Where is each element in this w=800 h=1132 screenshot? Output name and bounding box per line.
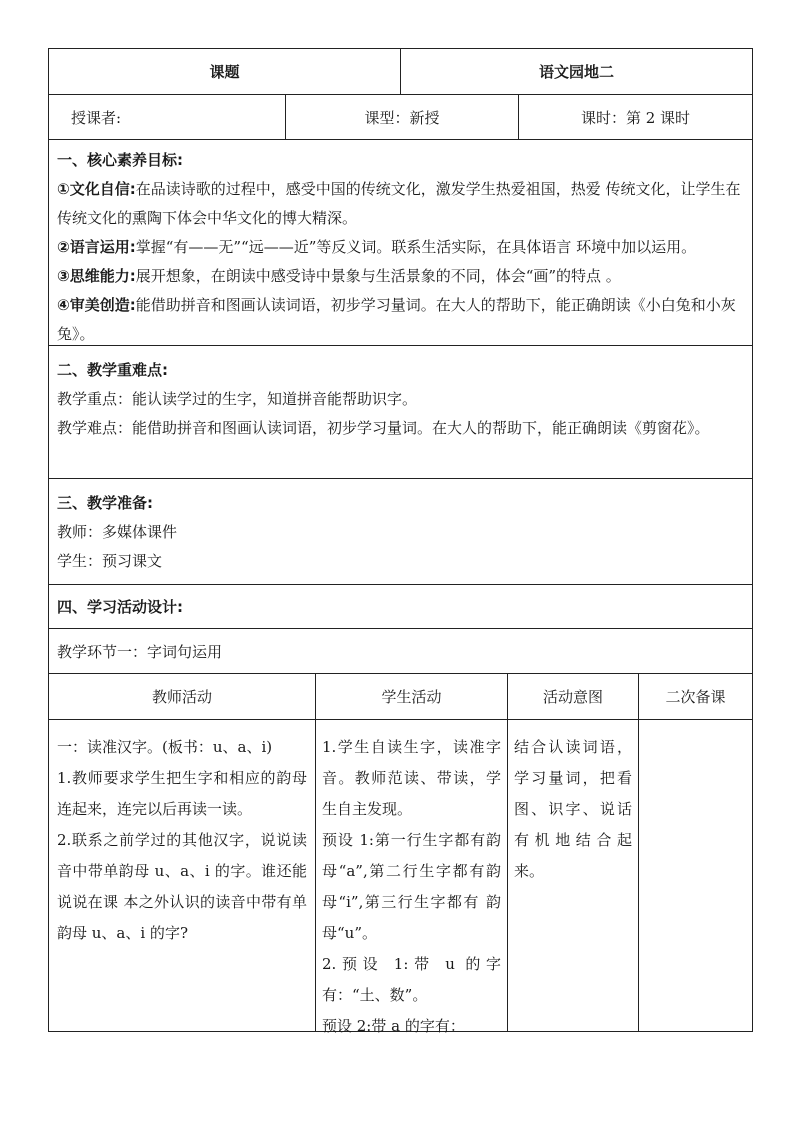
col-intent: 活动意图 [507,674,638,719]
goal-text: 在品读诗歌的过程中，感受中国的传统文化，激发学生热爱祖国，热爱 传统文化，让学生在传统文化的熏陶下体会中华文化的博大精深。 [57,180,741,227]
goal-text: 能借助拼音和图画认读词语，初步学习量词。在大人的帮助下，能正确朗读《小白兔和小灰兔》。 [57,296,736,343]
goal-title: ②语言运用: [57,238,136,256]
teacher-label: 授课者: [71,108,122,127]
student-prep: 学生：预习课文 [57,552,163,570]
key-points-section [48,346,753,479]
goal-item [57,175,744,233]
col-student-activity: 学生活动 [315,674,507,719]
teacher-activity-line: 2.联系之前学过的其他汉字，说说读音中带单韵母 u、a、i 的字。谁还能说说在课 本之外认识的读音中带有单韵母 u、a、i 的字? [57,831,307,942]
goals-heading: 一、核心素养目标: [57,151,183,169]
topic-row [48,48,753,95]
student-activity-line: 2.预设 1:带 u 的字有：“土、数”。 [322,955,501,1004]
lesson-period: 课时：第 2 课时 [518,95,752,139]
topic-label: 课题 [209,63,240,81]
activity-header-row [48,674,753,720]
info-row [48,95,753,140]
goal-title: ①文化自信: [57,180,136,198]
col-second-prep: 二次备课 [638,674,752,719]
difficulty-text: 教学难点：能借助拼音和图画认读词语，初步学习量词。在大人的帮助下，能正确朗读《剪窗花》。 [57,419,710,437]
preparation-heading: 三、教学准备: [57,494,153,512]
second-prep-cell [638,720,752,1031]
student-activity-line: 1.学生自读生字，读准字音。教师范读、带读，学生自主发现。 [322,738,501,818]
goal-title: ④审美创造: [57,296,136,314]
key-points-heading: 二、教学重难点: [57,361,168,379]
student-activity-cell [315,720,507,1035]
student-activity-line: 预设 2:带 a 的字有： [322,1017,465,1035]
segment-label: 教学环节一：字词句运用 [57,642,223,661]
goal-text: 掌握“有——无”“远——近”等反义词。联系生活实际，在具体语言 环境中加以运用。 [135,238,697,256]
col-teacher-activity: 教师活动 [151,688,212,706]
goal-item [57,291,744,349]
intent-cell [507,720,638,1031]
activities-heading-row [48,585,753,629]
intent-text: 结合认读词语，学习量词，把看图、识字、说话有机地结合起来。 [514,738,632,880]
student-activity-line: 预设 1:第一行生字都有韵母“a”,第二行生字都有韵母“i”,第三行生字都有 韵母“u”。 [322,831,501,942]
lesson-plan-table [48,48,753,1035]
goal-item [57,262,744,291]
focus-text: 教学重点：能认读学过的生字，知道拼音能帮助识字。 [57,390,418,408]
goals-section [48,140,753,346]
teacher-activity-line: 一：读准汉字。(板书：u、a、i) [57,738,273,756]
teacher-activity-line: 1.教师要求学生把生字和相应的韵母连起来，连完以后再读一读。 [57,769,307,818]
teacher-prep: 教师：多媒体课件 [57,523,178,541]
goal-item [57,233,744,262]
activities-heading: 四、学习活动设计: [57,598,183,616]
teacher-activity-cell [49,720,315,1031]
activity-content-row [48,720,753,1035]
goal-text: 展开想象，在朗读中感受诗中景象与生活景象的不同，体会“画”的特点 。 [135,267,621,285]
lesson-type: 课型：新授 [285,95,518,139]
segment-row [48,629,753,674]
goal-title: ③思维能力: [57,267,136,285]
topic-value: 语文园地二 [400,49,752,94]
preparation-section [48,479,753,585]
